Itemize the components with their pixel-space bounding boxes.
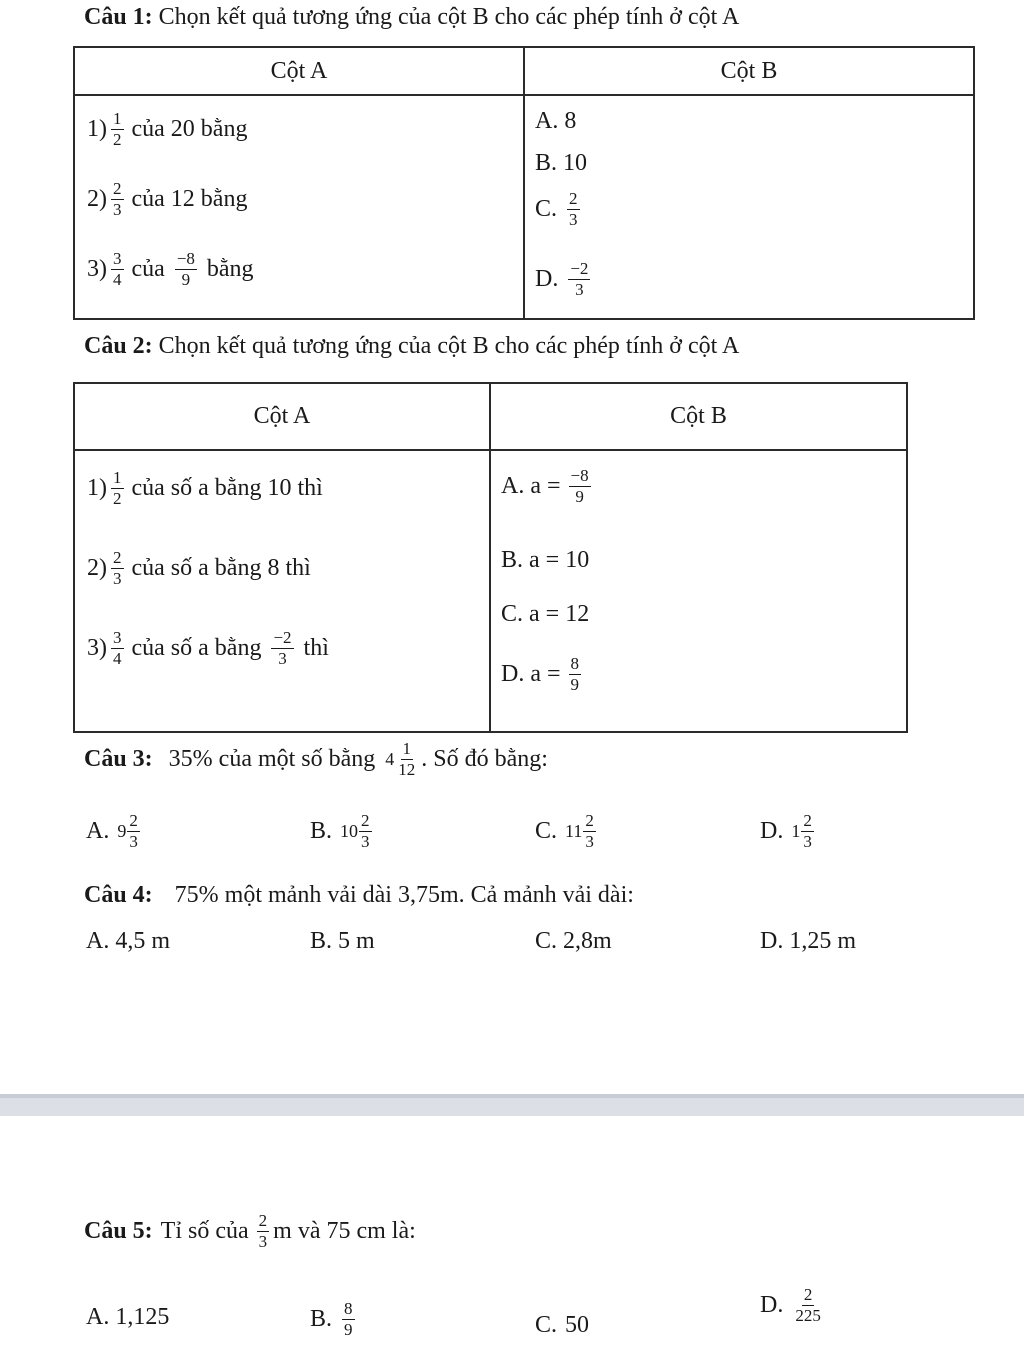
- fraction: $\frac{2}{3}$: [129, 811, 138, 851]
- q4-title: [84, 882, 634, 909]
- option-label: A. a =: [501, 472, 561, 499]
- fraction: $\frac{2}{3}$: [113, 179, 122, 219]
- option-label: A.: [86, 1304, 110, 1330]
- row-number: 3): [87, 255, 107, 282]
- page-divider-edge: [0, 1094, 1024, 1098]
- q4-option-c: C. 2,8m: [535, 928, 612, 954]
- q3-option-d: [760, 812, 818, 851]
- q2-row-1: [87, 469, 323, 508]
- q3-option-a: [86, 812, 144, 851]
- q1-table: [73, 46, 975, 320]
- option-label: C.: [535, 1312, 558, 1338]
- fraction: $\frac{-8}{9}$: [176, 249, 195, 289]
- option-label: B.: [310, 1305, 333, 1332]
- fraction: $\frac{1}{12}$: [398, 739, 416, 779]
- row-number: 1): [87, 115, 107, 142]
- option-value: 50: [565, 1312, 590, 1338]
- option-value: 10: [563, 150, 588, 176]
- fraction: $\frac{2}{3}$: [113, 548, 122, 588]
- option-label: C.: [535, 195, 558, 222]
- row-text: của số a bằng: [131, 634, 262, 661]
- q4-text: 75% một mảnh vải dài 3,75m. Cả mảnh vải dài:: [174, 882, 634, 908]
- q5-label: Câu 5:: [84, 1217, 153, 1244]
- q3-option-c: [535, 812, 600, 851]
- mixed-integer: 11: [565, 820, 583, 841]
- q2-col-a-cell: [74, 450, 490, 732]
- option-label: B.: [535, 150, 558, 176]
- q2-label: Câu 2:: [84, 333, 153, 359]
- q2-option-b: [501, 547, 589, 574]
- q3-label: Câu 3:: [84, 745, 153, 772]
- row-text: của: [131, 255, 165, 282]
- fraction: $\frac{1}{2}$: [113, 468, 122, 508]
- q1-col-b-cell: [524, 95, 974, 319]
- mixed-integer: 4: [385, 748, 395, 769]
- q3-text-after: . Số đó bằng:: [421, 745, 548, 772]
- q1-col-a-header: Cột A: [74, 47, 524, 95]
- q3-option-b: [310, 812, 376, 851]
- row-number: 2): [87, 185, 107, 212]
- q2-col-b-cell: [490, 450, 907, 732]
- q5-text: Tỉ số của: [160, 1217, 249, 1244]
- row-text-end: bằng: [206, 255, 254, 282]
- mixed-integer: 10: [340, 820, 359, 841]
- fraction: $\frac{-8}{9}$: [570, 466, 589, 506]
- q5-text-after: m và 75 cm là:: [273, 1217, 416, 1244]
- fraction: $\frac{2}{3}$: [585, 811, 594, 851]
- option-label: D.: [760, 1291, 784, 1318]
- q4-label: Câu 4:: [84, 882, 153, 908]
- row-number: 1): [87, 474, 107, 501]
- q3-title: [84, 740, 548, 779]
- q2-table: [73, 382, 908, 733]
- fraction: $\frac{2}{225}$: [795, 1285, 821, 1325]
- fraction: $\frac{2}{3}$: [803, 811, 812, 851]
- q1-row-3: [87, 250, 254, 289]
- q5-option-d: [760, 1286, 827, 1325]
- fraction: $\frac{2}{3}$: [361, 811, 370, 851]
- q5-title: [84, 1212, 416, 1251]
- q1-option-c: [535, 190, 584, 229]
- option-label: A.: [86, 817, 110, 844]
- option-label: D.: [760, 817, 784, 844]
- q2-text: Chọn kết quả tương ứng của cột B cho các phép tính ở cột A: [158, 333, 740, 359]
- q1-title: [84, 4, 739, 31]
- option-label: C.: [535, 817, 558, 844]
- q5-option-c: [535, 1312, 589, 1339]
- q3-text: 35% của một số bằng: [168, 745, 376, 772]
- q1-label: Câu 1:: [84, 4, 153, 30]
- q1-option-a: [535, 108, 576, 135]
- mixed-integer: 9: [117, 820, 127, 841]
- fraction: $\frac{3}{4}$: [113, 249, 122, 289]
- row-text: của 20 bằng: [131, 115, 248, 142]
- fraction: $\frac{-2}{3}$: [570, 259, 589, 299]
- row-number: 2): [87, 554, 107, 581]
- q2-option-d: [501, 655, 585, 694]
- option-label: C. a = 12: [501, 601, 590, 627]
- row-number: 3): [87, 634, 107, 661]
- q1-option-b: [535, 150, 587, 177]
- row-text: của số a bằng 10 thì: [131, 474, 323, 501]
- q1-row-2: [87, 180, 247, 219]
- q4-option-d: D. 1,25 m: [760, 928, 856, 954]
- fraction: $\frac{8}{9}$: [570, 654, 580, 694]
- row-text-end: thì: [303, 634, 329, 661]
- fraction: $\frac{-2}{3}$: [273, 628, 292, 668]
- q5-option-a: [86, 1304, 169, 1331]
- fraction: $\frac{1}{2}$: [113, 109, 122, 149]
- option-label: B. a = 10: [501, 547, 590, 573]
- option-value: 8: [564, 108, 577, 134]
- q2-row-2: [87, 549, 311, 588]
- mixed-integer: 1: [791, 820, 801, 841]
- q4-option-a: A. 4,5 m: [86, 928, 170, 954]
- option-label: A.: [535, 108, 559, 134]
- option-label: D. a =: [501, 660, 561, 687]
- q2-row-3: [87, 629, 329, 668]
- q1-col-a-cell: [74, 95, 524, 319]
- q2-option-a: [501, 467, 595, 506]
- fraction: $\frac{2}{3}$: [569, 189, 578, 229]
- row-text: của số a bằng 8 thì: [131, 554, 311, 581]
- q1-col-b-header: Cột B: [524, 47, 974, 95]
- fraction: $\frac{3}{4}$: [113, 628, 122, 668]
- q1-text: Chọn kết quả tương ứng của cột B cho các phép tính ở cột A: [158, 4, 740, 30]
- option-label: B.: [310, 817, 333, 844]
- row-text: của 12 bằng: [131, 185, 248, 212]
- fraction: $\frac{8}{9}$: [344, 1299, 353, 1339]
- q2-option-c: [501, 601, 589, 628]
- option-label: D.: [535, 265, 559, 292]
- q1-row-1: [87, 110, 247, 149]
- q5-option-b: [310, 1300, 359, 1339]
- option-value: 1,125: [115, 1304, 170, 1330]
- q2-col-b-header: Cột B: [490, 383, 907, 450]
- q2-col-a-header: Cột A: [74, 383, 490, 450]
- q2-title: [84, 333, 739, 360]
- q1-option-d: [535, 260, 594, 299]
- fraction: $\frac{2}{3}$: [258, 1211, 268, 1251]
- q4-option-b: B. 5 m: [310, 928, 375, 954]
